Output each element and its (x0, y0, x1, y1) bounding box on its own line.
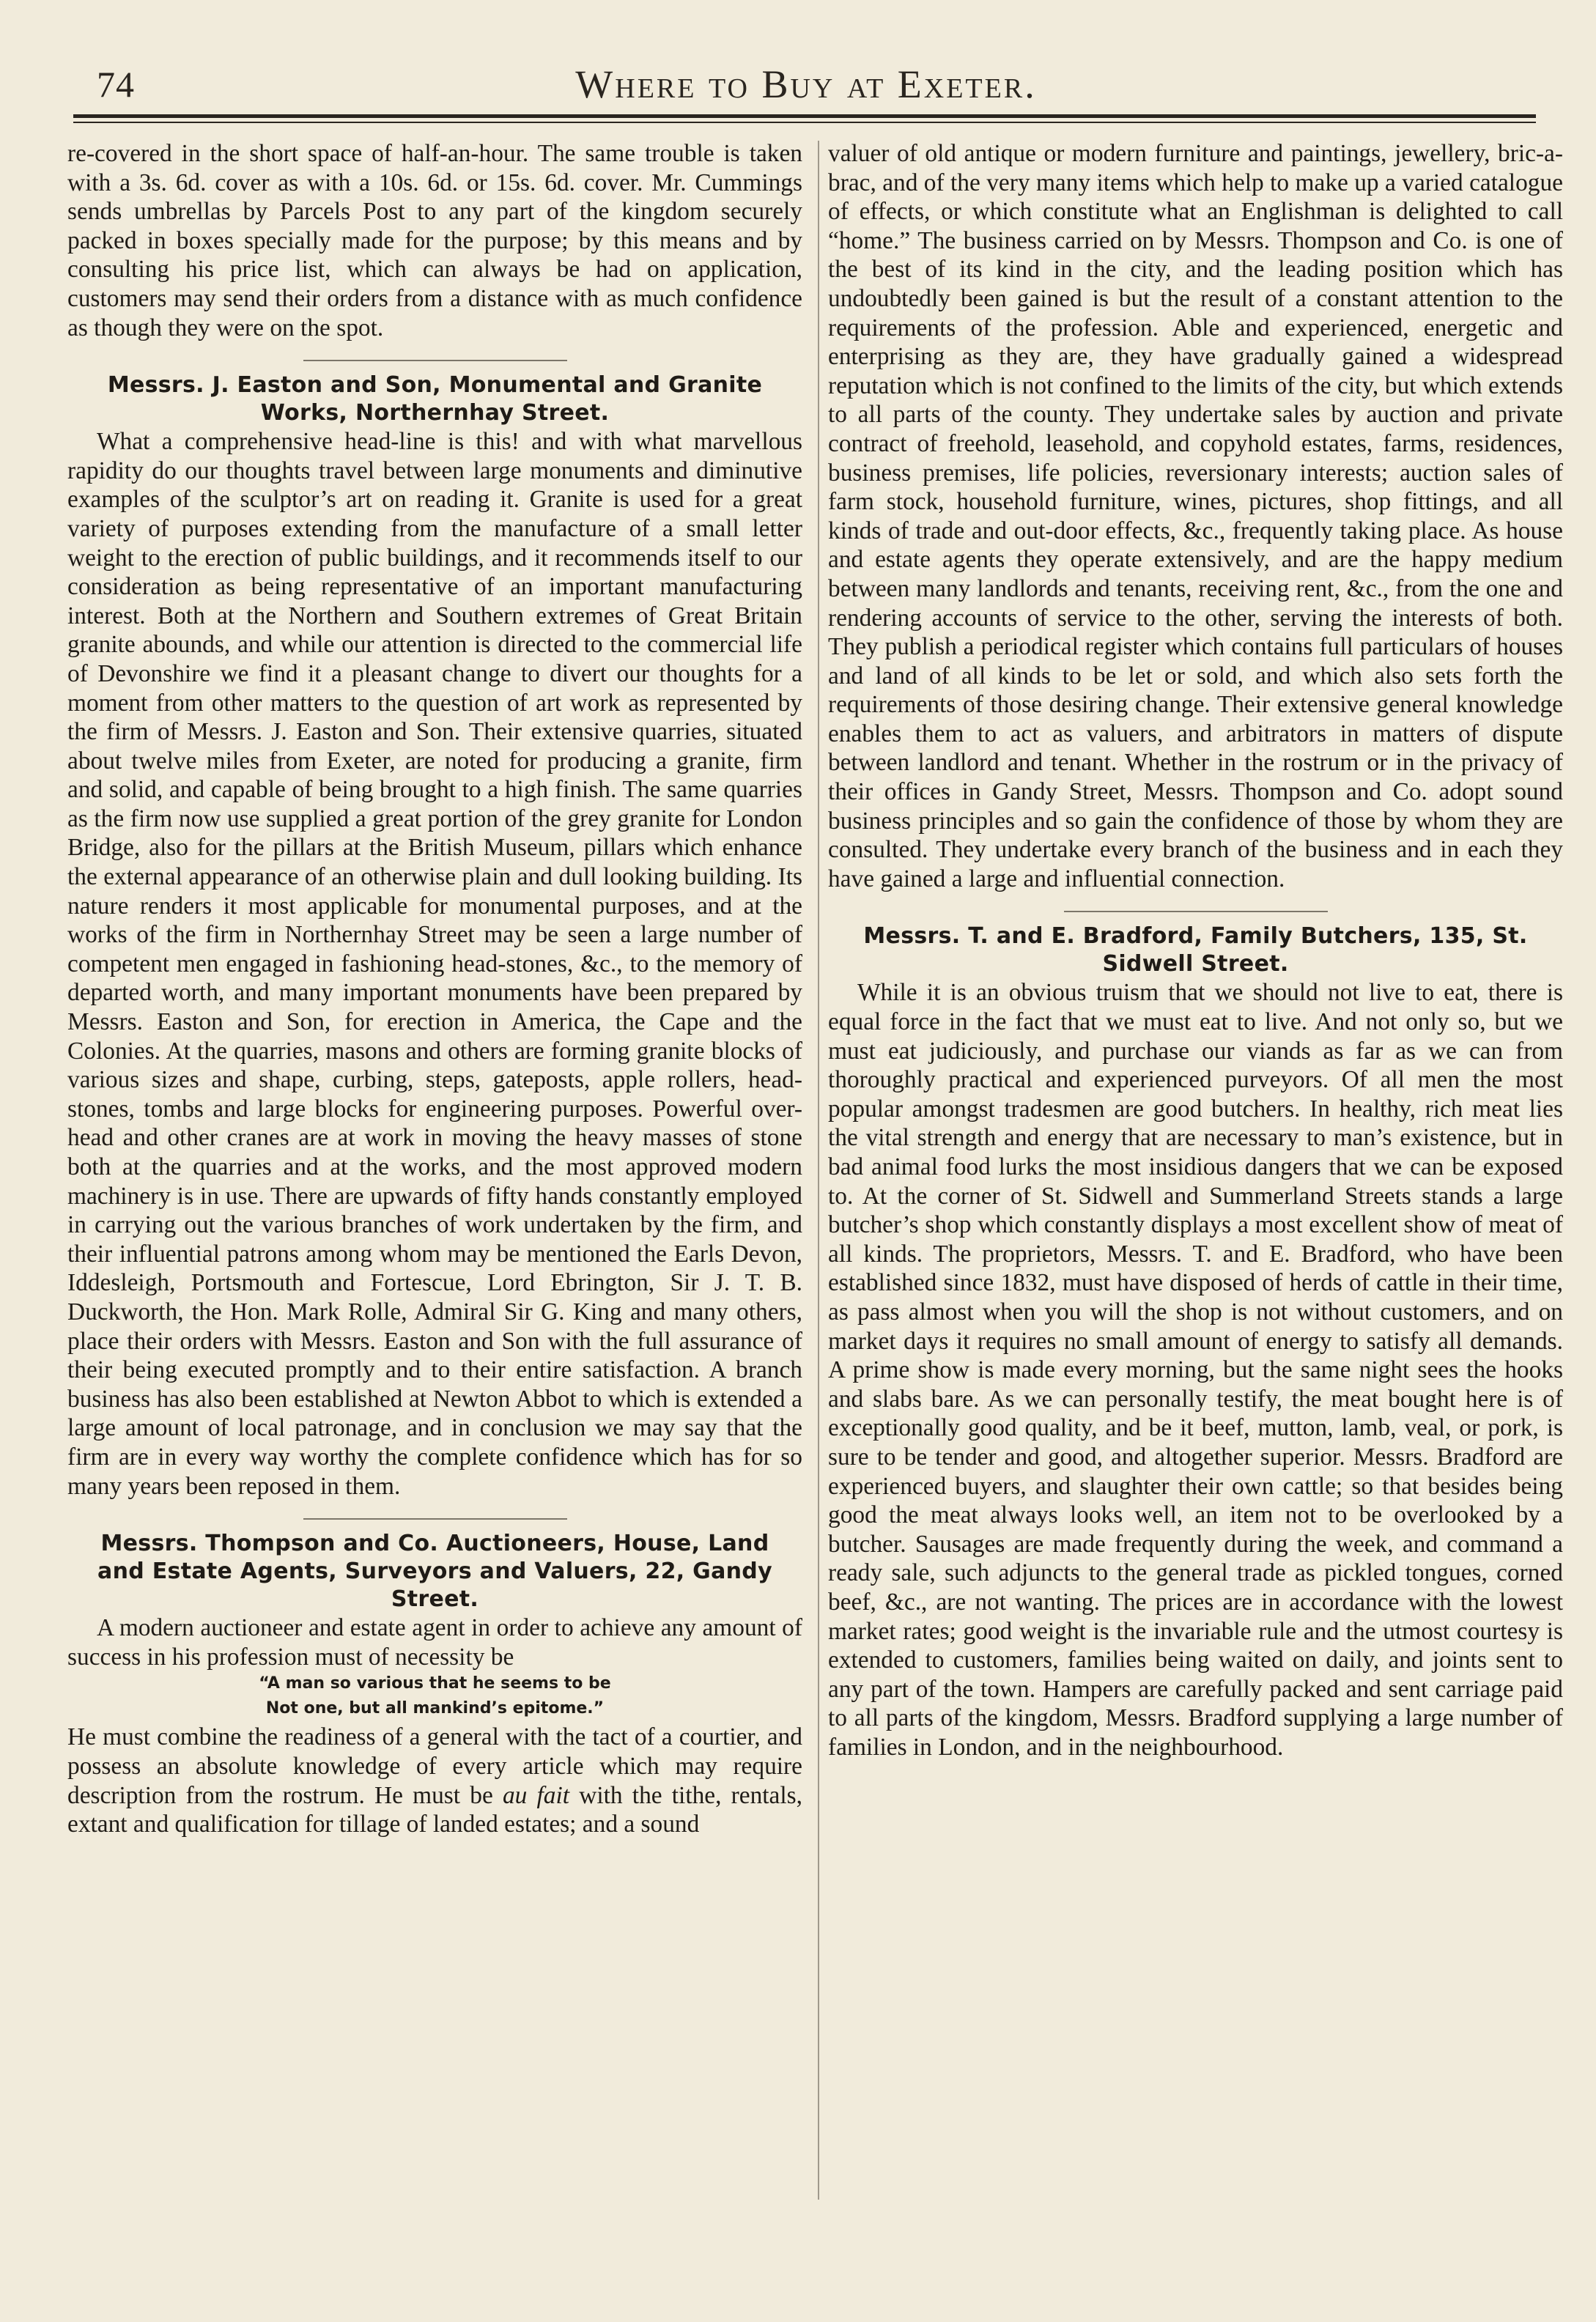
continuation-paragraph: re-covered in the short space of half-an-hour. The same trouble is taken with a 3s. 6d. cover as with a 10s. 6d. or 15s. 6d. cover. Mr. Cummings sends umbrellas by Parcels Post to any part of the kingdom securely packed in boxes specially made for the purpose; by this means and by consulting his price list, which can always be had on application, customers may send their orders from a distance with as much confidence as though they were on the spot. (67, 140, 802, 341)
section-separator (1064, 911, 1328, 912)
bradford-heading: Messrs. T. and E. Bradford, Family Butchers, 135, St. Sidwell Street. (863, 923, 1528, 977)
thompson-heading: Messrs. Thompson and Co. Auctioneers, House, Land and Estate Agents, Surveyors and Valuers, 22, Gandy Street. (97, 1531, 772, 1613)
section-separator (303, 360, 567, 361)
section-separator (303, 1518, 567, 1520)
thompson-intro: A modern auctioneer and estate agent in order to achieve any amount of success in his profession must of necessity be (67, 1614, 802, 1671)
running-title: Where to Buy at Exeter. (575, 62, 1037, 106)
column-divider (818, 141, 819, 2200)
right-column (828, 139, 1563, 2235)
page-number: 74 (97, 64, 135, 105)
header-rule-thin (73, 122, 1536, 123)
italic-phrase: au fait (502, 1781, 570, 1809)
header-rule-thick (73, 114, 1536, 118)
quotation-line-1: “A man so various that he seems to be (259, 1674, 611, 1693)
easton-body: What a comprehensive head-line is this! and with what marvellous rapidity do our thoughts travel between large monuments and diminutive examples of the sculptor’s art on reading it. Granite is used for a great variety of purposes extending from the manufacture of a small letter weight to the erection of public buildings, and it recommends itself to our consideration as being representative of an important manufacturing interest. Both at the Northern and Southern extremes of Great Britain granite abounds, and while our attention is directed to the commercial life of Devonshire we find it a pleasant change to divert our thoughts for a moment from other matters to the question of art work as represented by the firm of Messrs. J. Easton and Son. Their extensive quarries, situated about twelve miles from Exeter, are noted for producing a granite, firm and solid, and capable of being brought to a high finish. The same quarries as the firm now use supplied a great portion of the grey granite for London Bridge, also for the pillars at the British Museum, pillars which enhance the external appearance of an otherwise plain and dull looking building. Its nature renders it most applicable for monumental purposes, and at the works of the firm in Northernhay Street may be seen a large number of competent men engaged in fashioning head-stones, &c., to the memory of departed worth, and many important monuments have been prepared by Messrs. Easton and Son, for erection in America, the Cape and the Colonies. At the quarries, masons and others are forming granite blocks of various sizes and shape, curbing, steps, gateposts, apple rollers, head-stones, tombs and large blocks for engineering purposes. Powerful over-head and other cranes are at work in moving the heavy masses of stone both at the quarries and at the works, and the most approved modern machinery is in use. There are upwards of fifty hands constantly employed in carrying out the various branches of work undertaken by the firm, and their influential patrons among whom may be mentioned the Earls Devon, Iddesleigh, Portsmouth and Fortescue, Lord Ebrington, Sir J. T. B. Duckworth, the Hon. Mark Rolle, Admiral Sir G. King and many others, place their orders with Messrs. Easton and Son with the full assurance of their being executed promptly and to their entire satisfaction. A branch business has also been established at Newton Abbot to which is extended a large amount of local patronage, and in conclusion we may say that the firm are in every way worthy the complete confidence which has for so many years been reposed in them. (67, 428, 802, 1500)
thompson-body-part-1: He must combine the readiness of a general with the tact of a courtier, and possess an absolute knowledge of every article which may require description from the rostrum. He must be (67, 1723, 802, 1809)
quotation-line-2: Not one, but all mankind’s epitome.” (265, 1699, 605, 1718)
left-column (67, 139, 802, 2235)
thompson-body (67, 1723, 802, 1838)
thompson-body-part-2: with the tithe, rentals, extant and qualification for tillage of landed estates; and a sound (67, 1781, 802, 1838)
bradford-body: While it is an obvious truism that we should not live to eat, there is equal force in the fact that we must eat to live. And not only so, but we must eat judiciously, and purchase our viands as far as we can from thoroughly practical and experienced purveyors. Of all men the most popular amongst tradesmen are good butchers. In healthy, rich meat lies the vital strength and energy that are necessary to man’s existence, but in bad animal food lurks the most insidious dangers that we can be exposed to. At the corner of St. Sidwell and Summerland Streets stands a large butcher’s shop which constantly displays a most excellent show of meat of all kinds. The proprietors, Messrs. T. and E. Bradford, who have been established since 1832, must have disposed of herds of cattle in their time, as pass almost when you will the shop is not without customers, and on market days it requires no small amount of energy to satisfy all demands. A prime show is made every morning, but the same night sees the hooks and slabs bare. As we can personally testify, the meat bought here is of exceptionally good quality, and be it beef, mutton, lamb, veal, or pork, is sure to be tender and good, and altogether superior. Messrs. Bradford are experienced buyers, and slaughter their own cattle; so that besides being good the meat always looks well, an item not to be overlooked by a butcher. Sausages are made frequently during the week, and command a ready sale, such adjuncts to the general trade as pickled tongues, corned beef, &c., are not wanting. The prices are in accordance with the lowest market rates; good weight is the invariable rule and the utmost courtesy is extended to customers, families being waited on daily, and joints sent to any part of the town. Hampers are carefully packed and sent carriage paid to all parts of the kingdom, Messrs. Bradford supplying a large number of families in London, and in the neighbourhood. (828, 979, 1563, 1761)
thompson-continued: valuer of old antique or modern furniture and paintings, jewellery, bric-a-brac, and of the very many items which help to make up a varied catalogue of effects, or which constitute what an Englishman is delighted to call “home.” The business carried on by Messrs. Thompson and Co. is one of the best of its kind in the city, and the leading position which has undoubtedly been gained is but the result of a constant attention to the requirements of the profession. Able and experienced, energetic and enterprising as they are, they have gradually gained a widespread reputation which is not confined to the limits of the city, but which extends to all parts of the county. They undertake sales by auction and private contract of freehold, leasehold, and copyhold estates, farms, residences, business premises, life policies, reversionary interests; auction sales of farm stock, household furniture, wines, pictures, shop fittings, and all kinds of trade and out-door effects, &c., frequently taking place. As house and estate agents they operate extensively, and are the happy medium between many landlords and tenants, receiving rent, &c., from the one and rendering accounts of service to the other, serving the interests of both. They publish a periodical register which contains full particulars of houses and land of all kinds to be let or sold, and which also sets forth the requirements of those desiring change. Their extensive general knowledge enables them to act as valuers, and arbitrators in matters of dispute between landlord and tenant. Whether in the rostrum or in the privacy of their offices in Gandy Street, Messrs. Thompson and Co. adopt sound business principles and so gain the confidence of those by whom they are consulted. They undertake every branch of the business and in each they have gained a large and influential connection. (828, 140, 1563, 892)
easton-heading: Messrs. J. Easton and Son, Monumental and Granite Works, Northernhay Street. (107, 372, 763, 426)
